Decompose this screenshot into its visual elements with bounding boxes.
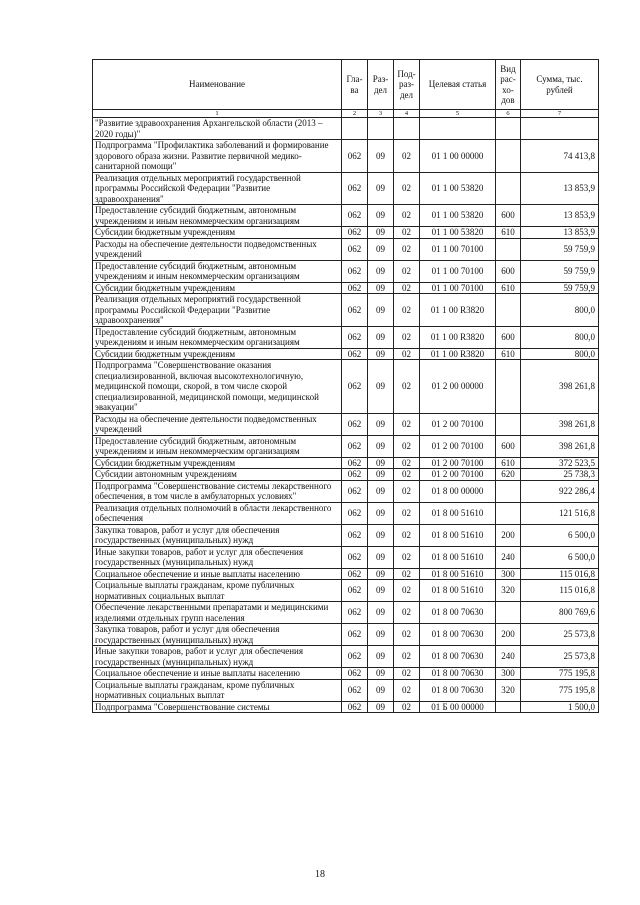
header-target: Целевая статья (420, 60, 496, 110)
header-vid: Вид рас-хо-дов (496, 60, 521, 110)
cell-razdel: 09 (368, 701, 394, 713)
header-name: Наименование (93, 60, 342, 110)
cell-glava: 062 (342, 413, 368, 435)
cell-name: Субсидии бюджетным учреждениям (93, 227, 342, 239)
cell-name: Закупка товаров, работ и услуг для обеспечения государственных (муниципальных) нужд (93, 624, 342, 646)
table-row (93, 172, 599, 205)
cell-name: Субсидии автономным учреждениям (93, 469, 342, 481)
cell-vid: 620 (496, 469, 521, 481)
cell-vid: 610 (496, 348, 521, 360)
cell-podrazdel: 02 (394, 238, 420, 260)
table-header-row (93, 60, 599, 110)
cell-target: 01 1 00 R3820 (420, 348, 496, 360)
cell-podrazdel: 02 (394, 326, 420, 348)
cell-sum: 398 261,8 (521, 435, 599, 457)
cell-podrazdel: 02 (394, 457, 420, 469)
cell-target: 01 8 00 70630 (420, 602, 496, 624)
cell-vid (496, 140, 521, 173)
cell-podrazdel: 02 (394, 140, 420, 173)
cell-podrazdel (394, 118, 420, 140)
cell-glava: 062 (342, 469, 368, 481)
cell-sum (521, 118, 599, 140)
cell-razdel: 09 (368, 646, 394, 668)
cell-glava: 062 (342, 646, 368, 668)
table-row (93, 624, 599, 646)
cell-vid: 600 (496, 260, 521, 282)
cell-sum: 59 759,9 (521, 260, 599, 282)
column-number: 5 (420, 110, 496, 118)
cell-vid (496, 701, 521, 713)
column-number: 4 (394, 110, 420, 118)
cell-name: Социальное обеспечение и иные выплаты населению (93, 568, 342, 580)
cell-razdel: 09 (368, 435, 394, 457)
table-row (93, 227, 599, 239)
table-row (93, 679, 599, 701)
cell-glava: 062 (342, 568, 368, 580)
cell-razdel: 09 (368, 260, 394, 282)
cell-razdel: 09 (368, 668, 394, 680)
cell-name: Подпрограмма "Профилактика заболеваний и формирование здорового образа жизни. Развитие первичной медико-санитарной помощи" (93, 140, 342, 173)
cell-razdel: 09 (368, 524, 394, 546)
cell-glava: 062 (342, 480, 368, 502)
cell-name: Реализация отдельных мероприятий государственной программы Российской Федерации "Развитие здравоохранения" (93, 172, 342, 205)
cell-name: Предоставление субсидий бюджетным, автономным учреждениям и иным некоммерческим организациям (93, 205, 342, 227)
table-row (93, 502, 599, 524)
cell-name: Иные закупки товаров, работ и услуг для обеспечения государственных (муниципальных) нужд (93, 546, 342, 568)
cell-target: 01 1 00 70100 (420, 238, 496, 260)
cell-glava: 062 (342, 238, 368, 260)
cell-sum: 800,0 (521, 294, 599, 327)
cell-target: 01 8 00 00000 (420, 480, 496, 502)
cell-target: 01 8 00 51610 (420, 568, 496, 580)
cell-razdel: 09 (368, 227, 394, 239)
cell-vid: 610 (496, 457, 521, 469)
table-row (93, 701, 599, 713)
budget-table (92, 59, 599, 713)
cell-name: Подпрограмма "Совершенствование системы лекарственного обеспечения, в том числе в амбулаторных условиях" (93, 480, 342, 502)
cell-glava: 062 (342, 227, 368, 239)
cell-razdel: 09 (368, 172, 394, 205)
cell-target: 01 Б 00 00000 (420, 701, 496, 713)
cell-name: Социальные выплаты гражданам, кроме публичных нормативных социальных выплат (93, 679, 342, 701)
table-row (93, 469, 599, 481)
cell-sum: 115 016,8 (521, 580, 599, 602)
cell-podrazdel: 02 (394, 227, 420, 239)
cell-name: Обеспечение лекарственными препаратами и медицинскими изделиями отдельных групп населения (93, 602, 342, 624)
column-number: 2 (342, 110, 368, 118)
cell-vid (496, 360, 521, 414)
cell-vid (496, 172, 521, 205)
cell-target: 01 1 00 R3820 (420, 326, 496, 348)
cell-target: 01 8 00 51610 (420, 580, 496, 602)
cell-glava: 062 (342, 524, 368, 546)
cell-glava: 062 (342, 360, 368, 414)
cell-vid: 300 (496, 668, 521, 680)
table-row (93, 238, 599, 260)
cell-vid: 600 (496, 435, 521, 457)
cell-podrazdel: 02 (394, 260, 420, 282)
cell-razdel: 09 (368, 294, 394, 327)
cell-sum: 121 516,8 (521, 502, 599, 524)
cell-podrazdel: 02 (394, 646, 420, 668)
cell-target: 01 1 00 R3820 (420, 294, 496, 327)
cell-podrazdel: 02 (394, 624, 420, 646)
cell-razdel: 09 (368, 679, 394, 701)
cell-name: Расходы на обеспечение деятельности подведомственных учреждений (93, 413, 342, 435)
cell-name: Предоставление субсидий бюджетным, автономным учреждениям и иным некоммерческим организациям (93, 326, 342, 348)
cell-vid: 600 (496, 205, 521, 227)
cell-razdel: 09 (368, 282, 394, 294)
table-body (93, 118, 599, 713)
cell-target (420, 118, 496, 140)
column-number: 3 (368, 110, 394, 118)
cell-glava: 062 (342, 457, 368, 469)
cell-name: Расходы на обеспечение деятельности подведомственных учреждений (93, 238, 342, 260)
cell-target: 01 1 00 53820 (420, 227, 496, 239)
header-razdel: Раз-дел (368, 60, 394, 110)
cell-razdel: 09 (368, 469, 394, 481)
cell-podrazdel: 02 (394, 524, 420, 546)
cell-vid: 240 (496, 646, 521, 668)
cell-name: Предоставление субсидий бюджетным, автономным учреждениям и иным некоммерческим организациям (93, 260, 342, 282)
cell-sum: 775 195,8 (521, 668, 599, 680)
cell-target: 01 8 00 51610 (420, 546, 496, 568)
table-row (93, 294, 599, 327)
cell-sum: 13 853,9 (521, 172, 599, 205)
cell-razdel: 09 (368, 580, 394, 602)
cell-sum: 372 523,5 (521, 457, 599, 469)
table-row (93, 546, 599, 568)
cell-name: Социальное обеспечение и иные выплаты населению (93, 668, 342, 680)
cell-target: 01 2 00 70100 (420, 469, 496, 481)
cell-target: 01 8 00 70630 (420, 679, 496, 701)
cell-glava: 062 (342, 668, 368, 680)
cell-target: 01 8 00 70630 (420, 646, 496, 668)
cell-vid (496, 602, 521, 624)
cell-target: 01 1 00 53820 (420, 172, 496, 205)
cell-glava: 062 (342, 546, 368, 568)
cell-name: Субсидии бюджетным учреждениям (93, 348, 342, 360)
cell-sum: 922 286,4 (521, 480, 599, 502)
cell-sum: 25 738,3 (521, 469, 599, 481)
cell-target: 01 1 00 00000 (420, 140, 496, 173)
cell-vid (496, 502, 521, 524)
table-row (93, 524, 599, 546)
cell-podrazdel: 02 (394, 282, 420, 294)
cell-razdel: 09 (368, 546, 394, 568)
cell-glava (342, 118, 368, 140)
cell-podrazdel: 02 (394, 294, 420, 327)
column-number-row (93, 110, 599, 118)
cell-target: 01 8 00 70630 (420, 624, 496, 646)
cell-sum: 59 759,9 (521, 282, 599, 294)
cell-name: Закупка товаров, работ и услуг для обеспечения государственных (муниципальных) нужд (93, 524, 342, 546)
table-row (93, 457, 599, 469)
cell-podrazdel: 02 (394, 580, 420, 602)
cell-vid (496, 480, 521, 502)
cell-razdel: 09 (368, 348, 394, 360)
cell-podrazdel: 02 (394, 668, 420, 680)
cell-podrazdel: 02 (394, 502, 420, 524)
cell-podrazdel: 02 (394, 546, 420, 568)
cell-target: 01 2 00 00000 (420, 360, 496, 414)
table-row (93, 282, 599, 294)
cell-razdel: 09 (368, 602, 394, 624)
cell-glava: 062 (342, 205, 368, 227)
cell-razdel (368, 118, 394, 140)
cell-target: 01 8 00 51610 (420, 502, 496, 524)
cell-sum: 775 195,8 (521, 679, 599, 701)
cell-glava: 062 (342, 140, 368, 173)
table-row (93, 480, 599, 502)
cell-vid (496, 413, 521, 435)
cell-razdel: 09 (368, 140, 394, 173)
table-row (93, 360, 599, 414)
table-row (93, 646, 599, 668)
cell-vid (496, 118, 521, 140)
cell-vid (496, 294, 521, 327)
cell-razdel: 09 (368, 502, 394, 524)
cell-target: 01 2 00 70100 (420, 457, 496, 469)
cell-glava: 062 (342, 326, 368, 348)
cell-glava: 062 (342, 701, 368, 713)
cell-podrazdel: 02 (394, 348, 420, 360)
cell-target: 01 2 00 70100 (420, 413, 496, 435)
table-row (93, 580, 599, 602)
cell-razdel: 09 (368, 326, 394, 348)
page-number: 18 (315, 869, 325, 880)
cell-glava: 062 (342, 602, 368, 624)
cell-name: "Развитие здравоохранения Архангельской области (2013 – 2020 годы)" (93, 118, 342, 140)
cell-glava: 062 (342, 282, 368, 294)
cell-razdel: 09 (368, 624, 394, 646)
cell-podrazdel: 02 (394, 568, 420, 580)
budget-table-page (92, 59, 598, 713)
cell-sum: 1 500,0 (521, 701, 599, 713)
cell-vid: 240 (496, 546, 521, 568)
cell-glava: 062 (342, 348, 368, 360)
table-row (93, 205, 599, 227)
cell-vid (496, 238, 521, 260)
cell-name: Предоставление субсидий бюджетным, автономным учреждениям и иным некоммерческим организациям (93, 435, 342, 457)
cell-target: 01 8 00 70630 (420, 668, 496, 680)
cell-glava: 062 (342, 172, 368, 205)
cell-vid: 320 (496, 580, 521, 602)
cell-vid: 200 (496, 524, 521, 546)
cell-sum: 13 853,9 (521, 205, 599, 227)
table-row (93, 326, 599, 348)
cell-podrazdel: 02 (394, 480, 420, 502)
cell-sum: 398 261,8 (521, 360, 599, 414)
cell-target: 01 8 00 51610 (420, 524, 496, 546)
cell-sum: 115 016,8 (521, 568, 599, 580)
table-row (93, 348, 599, 360)
cell-podrazdel: 02 (394, 360, 420, 414)
cell-glava: 062 (342, 435, 368, 457)
column-number: 7 (521, 110, 599, 118)
table-row (93, 602, 599, 624)
cell-vid: 200 (496, 624, 521, 646)
cell-sum: 800,0 (521, 348, 599, 360)
cell-glava: 062 (342, 580, 368, 602)
cell-target: 01 1 00 53820 (420, 205, 496, 227)
cell-podrazdel: 02 (394, 413, 420, 435)
table-row (93, 568, 599, 580)
cell-name: Реализация отдельных полномочий в области лекарственного обеспечения (93, 502, 342, 524)
header-podrazdel: Под-раз-дел (394, 60, 420, 110)
cell-razdel: 09 (368, 360, 394, 414)
header-sum: Сумма, тыс. рублей (521, 60, 599, 110)
cell-glava: 062 (342, 260, 368, 282)
table-row (93, 435, 599, 457)
cell-target: 01 1 00 70100 (420, 282, 496, 294)
table-row (93, 668, 599, 680)
cell-glava: 062 (342, 294, 368, 327)
cell-name: Подпрограмма "Совершенствование оказания специализированной, включая высокотехнологичную, медицинской помощи, скорой, в том числе скорой специализированной, медицинской помощи, медицинской эвакуации" (93, 360, 342, 414)
table-row (93, 260, 599, 282)
cell-razdel: 09 (368, 480, 394, 502)
cell-razdel: 09 (368, 413, 394, 435)
cell-podrazdel: 02 (394, 701, 420, 713)
cell-sum: 6 500,0 (521, 524, 599, 546)
cell-sum: 13 853,9 (521, 227, 599, 239)
cell-target: 01 2 00 70100 (420, 435, 496, 457)
cell-name: Иные закупки товаров, работ и услуг для обеспечения государственных (муниципальных) нужд (93, 646, 342, 668)
column-number: 1 (93, 110, 342, 118)
cell-podrazdel: 02 (394, 469, 420, 481)
cell-name: Субсидии бюджетным учреждениям (93, 457, 342, 469)
cell-sum: 800,0 (521, 326, 599, 348)
column-number: 6 (496, 110, 521, 118)
cell-sum: 25 573,8 (521, 646, 599, 668)
cell-vid: 610 (496, 282, 521, 294)
cell-sum: 59 759,9 (521, 238, 599, 260)
header-glava: Гла-ва (342, 60, 368, 110)
cell-razdel: 09 (368, 457, 394, 469)
cell-name: Субсидии бюджетным учреждениям (93, 282, 342, 294)
cell-glava: 062 (342, 679, 368, 701)
cell-vid: 610 (496, 227, 521, 239)
cell-glava: 062 (342, 624, 368, 646)
cell-podrazdel: 02 (394, 205, 420, 227)
cell-vid: 320 (496, 679, 521, 701)
cell-podrazdel: 02 (394, 602, 420, 624)
cell-sum: 74 413,8 (521, 140, 599, 173)
cell-podrazdel: 02 (394, 679, 420, 701)
cell-glava: 062 (342, 502, 368, 524)
cell-target: 01 1 00 70100 (420, 260, 496, 282)
table-row (93, 413, 599, 435)
cell-razdel: 09 (368, 568, 394, 580)
cell-name: Реализация отдельных мероприятий государственной программы Российской Федерации "Развитие здравоохранения" (93, 294, 342, 327)
cell-sum: 25 573,8 (521, 624, 599, 646)
table-row (93, 140, 599, 173)
cell-name: Подпрограмма "Совершенствование системы (93, 701, 342, 713)
cell-podrazdel: 02 (394, 435, 420, 457)
cell-name: Социальные выплаты гражданам, кроме публичных нормативных социальных выплат (93, 580, 342, 602)
cell-sum: 398 261,8 (521, 413, 599, 435)
cell-razdel: 09 (368, 238, 394, 260)
cell-vid: 300 (496, 568, 521, 580)
cell-podrazdel: 02 (394, 172, 420, 205)
cell-razdel: 09 (368, 205, 394, 227)
cell-vid: 600 (496, 326, 521, 348)
cell-sum: 6 500,0 (521, 546, 599, 568)
cell-sum: 800 769,6 (521, 602, 599, 624)
table-row (93, 118, 599, 140)
